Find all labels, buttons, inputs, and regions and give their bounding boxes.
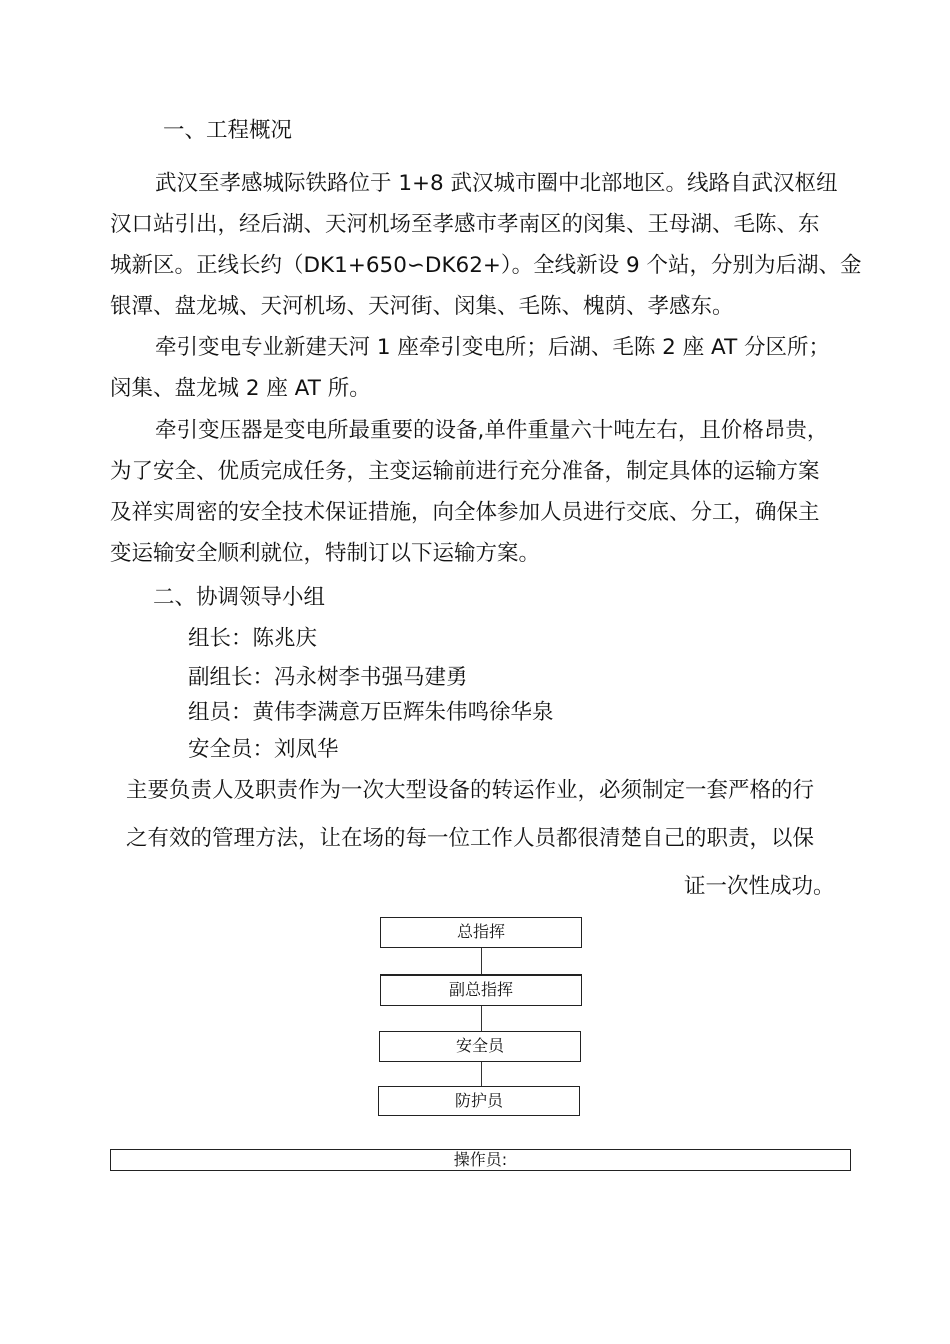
org-box-commander: 总指挥 bbox=[380, 917, 582, 948]
paragraph-line: 变运输安全顺利就位，特制订以下运输方案。 bbox=[110, 541, 541, 566]
paragraph-line: 为了安全、优质完成任务，主变运输前进行充分准备，制定具体的运输方案 bbox=[110, 459, 820, 484]
operator-box: 操作员: bbox=[110, 1149, 851, 1171]
section1-heading: 一、工程概况 bbox=[163, 118, 293, 143]
paragraph-line: 汉口站引出，经后湖、天河机场至孝感市孝南区的闵集、王母湖、毛陈、东 bbox=[110, 212, 820, 237]
section2-heading: 二、协调领导小组 bbox=[153, 585, 326, 610]
org-connector bbox=[481, 1006, 482, 1031]
org-connector bbox=[481, 1062, 482, 1086]
paragraph-line: 闵集、盘龙城 2 座 AT 所。 bbox=[110, 376, 371, 401]
paragraph-line: 牵引变电专业新建天河 1 座牵引变电所；后湖、毛陈 2 座 AT 分区所； bbox=[155, 335, 831, 360]
org-box-safety-officer: 安全员 bbox=[379, 1031, 581, 1062]
paragraph-line: 牵引变压器是变电所最重要的设备,单件重量六十吨左右，且价格昂贵， bbox=[155, 418, 829, 443]
responsibility-line: 主要负责人及职责作为一次大型设备的转运作业，必须制定一套严格的行 bbox=[126, 778, 815, 803]
member-line: 组长：陈兆庆 bbox=[188, 626, 318, 651]
member-line: 安全员：刘凤华 bbox=[188, 737, 339, 762]
paragraph-line: 及祥实周密的安全技术保证措施，向全体参加人员进行交底、分工，确保主 bbox=[110, 500, 820, 525]
member-line: 副组长：冯永树李书强马建勇 bbox=[188, 665, 468, 690]
paragraph-line: 银潭、盘龙城、天河机场、天河街、闵集、毛陈、槐荫、孝感东。 bbox=[110, 294, 734, 319]
org-connector bbox=[481, 948, 482, 974]
org-box-deputy-commander: 副总指挥 bbox=[380, 974, 582, 1006]
responsibility-line: 证一次性成功。 bbox=[684, 874, 835, 899]
member-line: 组员：黄伟李满意万臣辉朱伟鸣徐华泉 bbox=[188, 700, 554, 725]
responsibility-line: 之有效的管理方法，让在场的每一位工作人员都很清楚自己的职责，以保 bbox=[126, 826, 815, 851]
org-box-guard: 防护员 bbox=[378, 1086, 580, 1116]
paragraph-line: 武汉至孝感城际铁路位于 1+8 武汉城市圈中北部地区。线路自武汉枢纽 bbox=[155, 171, 838, 196]
paragraph-line: 城新区。正线长约（DK1+650∽DK62+）。全线新设 9 个站，分别为后湖、金 bbox=[110, 253, 862, 278]
